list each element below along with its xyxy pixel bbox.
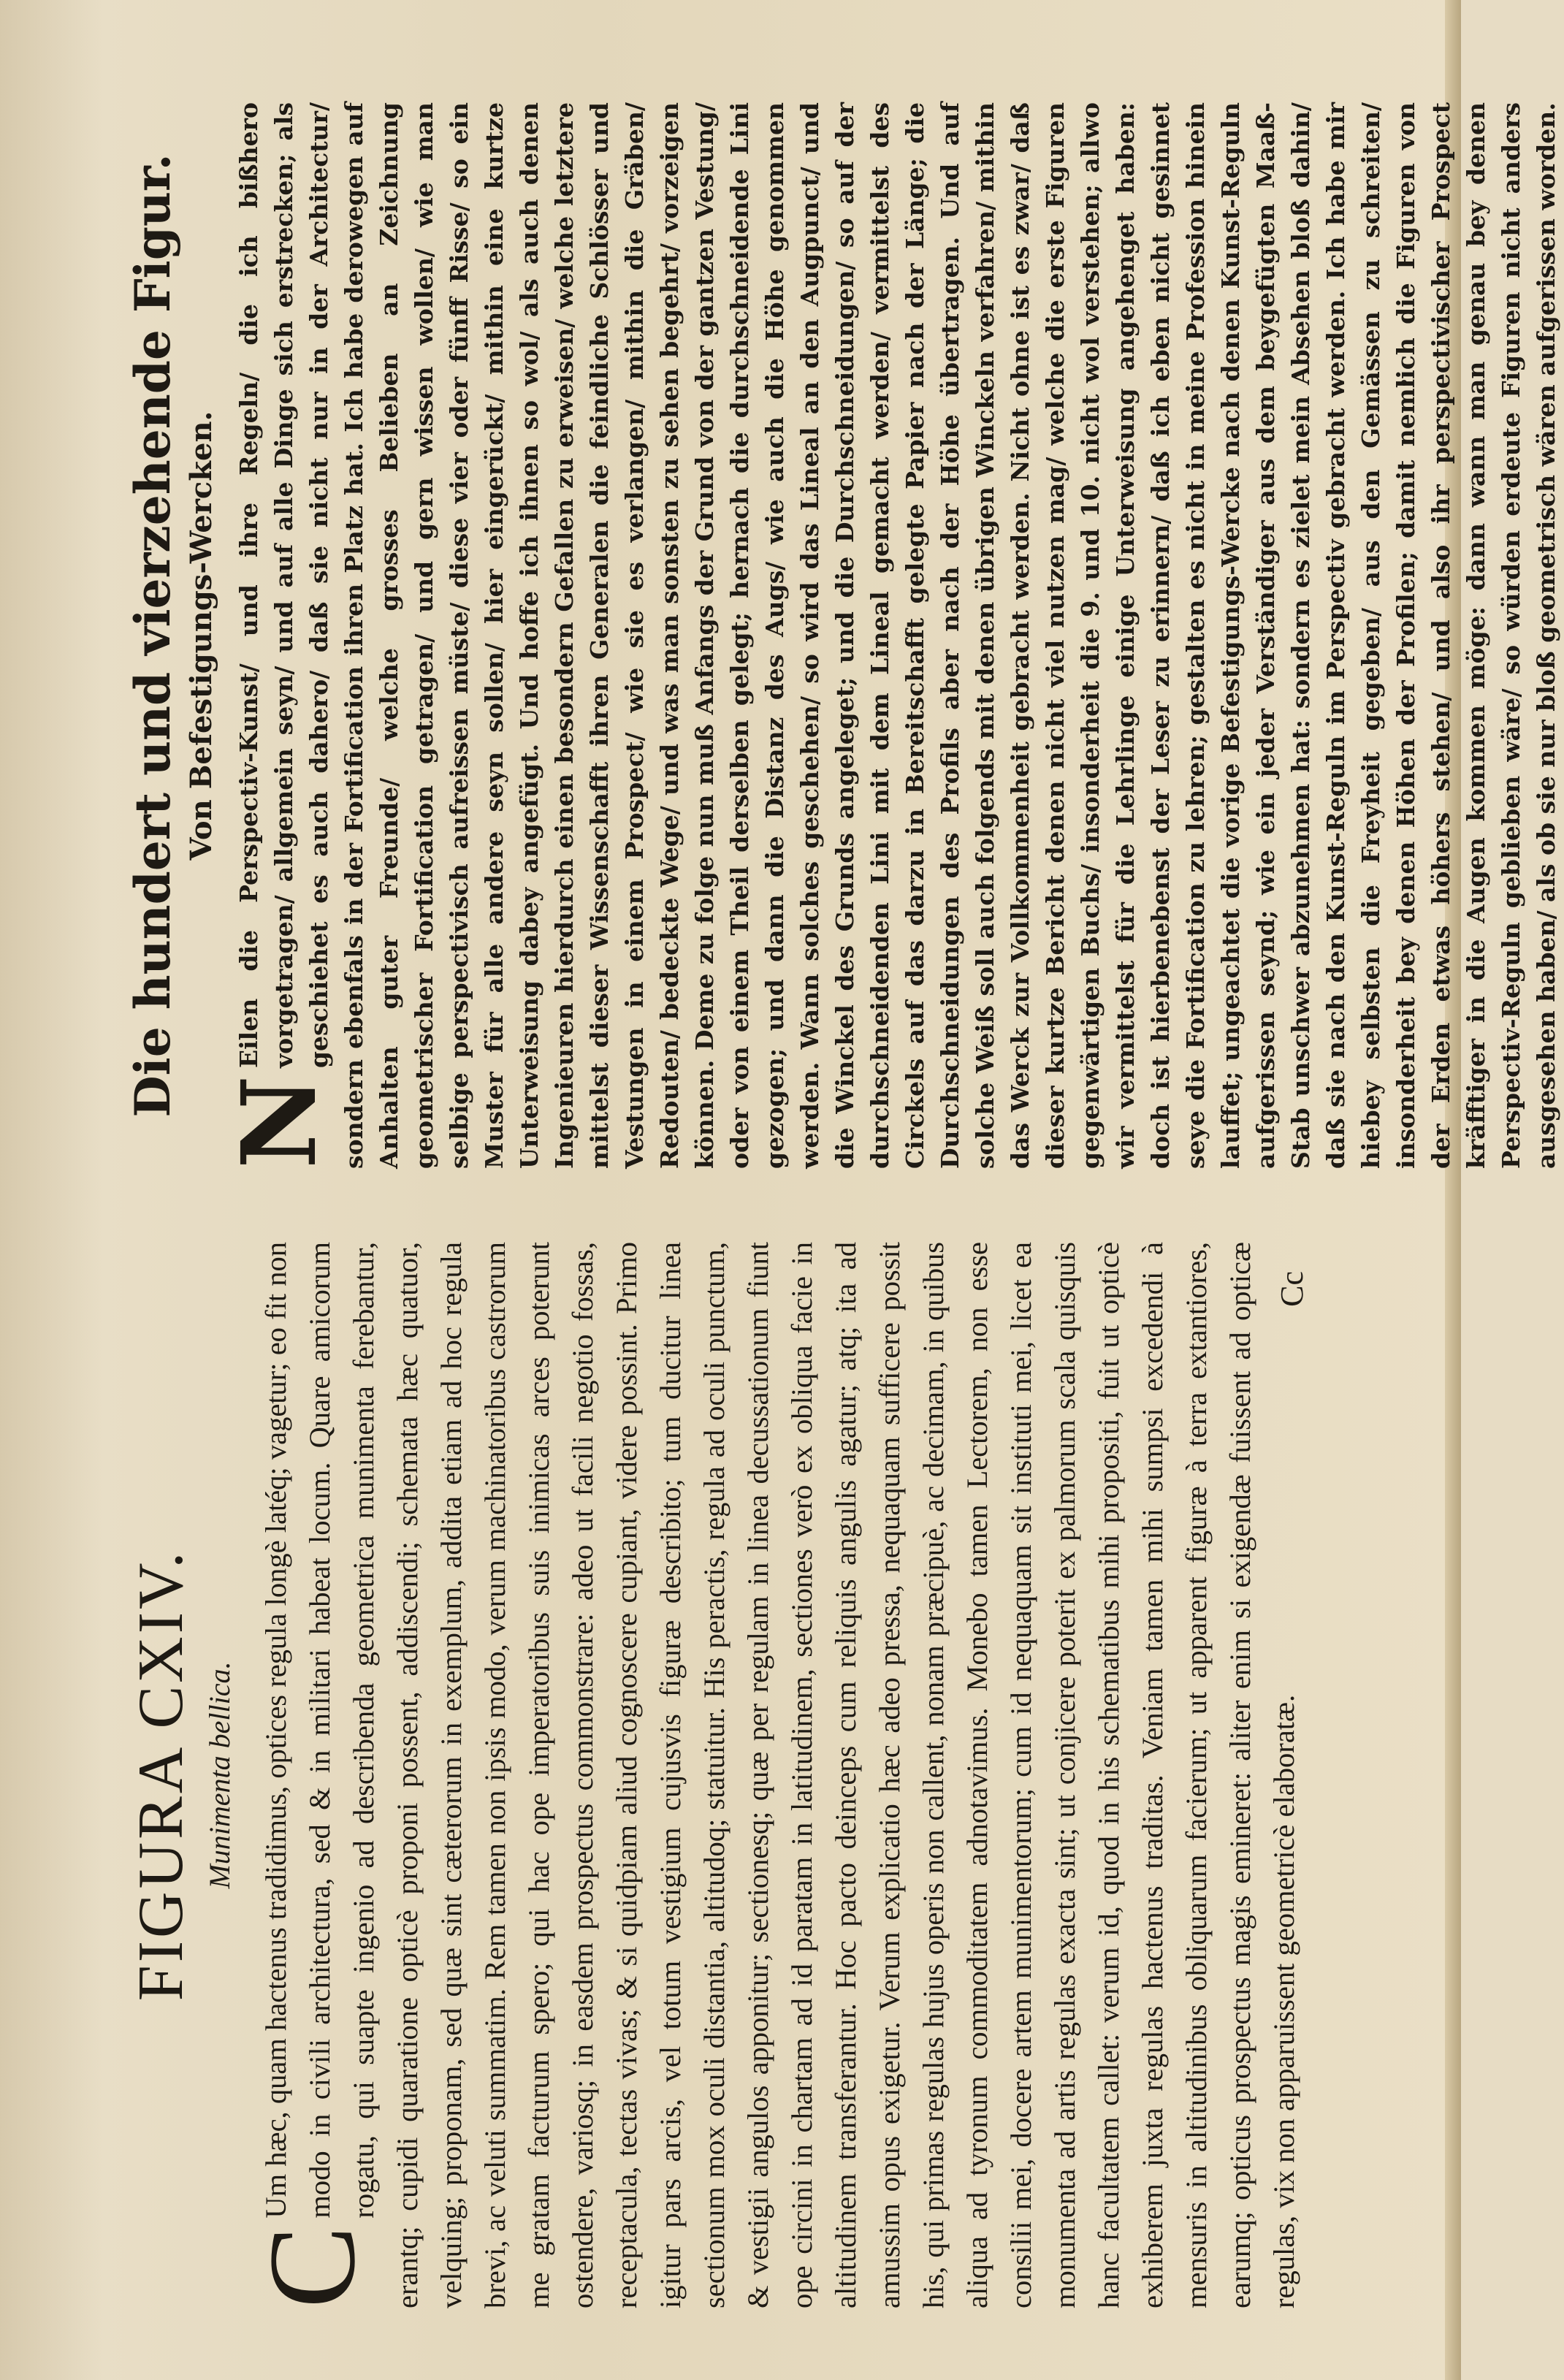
latin-column	[102, 1242, 1315, 2308]
latin-body	[243, 1242, 1306, 2308]
latin-title: FIGURA CXIV.	[126, 1549, 197, 2002]
german-column	[102, 102, 1560, 1169]
latin-body-text: Um hæc, quam hactenus tradidimus, optices regula longè latéq; vagetur; eo fit non modo in civili architectura, sed & in militari habeat locum. Quare amicorum rogatu, qui suapte ingenio ad describenda geometrica munimenta ferebantur, erantq; cupidi quaratione opticè proponi possent, addiscendi; schemata hæc quatuor, velquing; proponam, sed quæ sint cæterorum in exemplum, addita etiam ad hoc regula brevi, ac veluti summatim. Rem tamen non ipsis modo, verum machinatoribus castrorum me gratam facturum spero; qui hac ope imperatoribus suis inimicas arces poterunt ostendere, variosq; in easdem prospectus commonstrare: adeo ut facili negotio fossas, receptacula, tectas vivas; & si quidpiam aliud cognoscere cupiant, videre possint. Primo igitur pars arcis, vel totum vestigium cujusvis figuræ describito; tum ducitur linea sectionum mox oculi distantia, altitudoq; statuitur. His peractis, regula ad oculi punctum, & vestigii angulos apponitur; sectionesq; quæ per regulam in linea decussationum fiunt ope circini in chartam ad id paratam in latitudinem, sectiones verò ex obliqua facie in altitudinem transferantur. Hoc pacto deinceps cum reliquis angulis agatur; atq; ita ad amussim opus exigetur. Verum explicatio hæc adeo pressa, nequaquam sufficere possit his, qui primas regulas hujus operis non callent, nonam præcipuè, ac decimam, in quibus aliqua ad tyronum commoditatem adnotavimus. Monebo tamen Lectorem, non esse consilii mei, docere artem munimentorum; cum id nequaquam sit instituti mei, licet ea monumenta ad artis regulas exacta sint; ut conjicere poterit ex palmorum scala quisquis hanc facultatem callet: verum id, quod in his schematibus mihi propositi, fuit ut opticè exhiberem juxta regulas hactenus traditas. Veniam tamen mihi sumpsi excedendi à mensuris in altitudinibus obliquarum facierum; ut apparent figuræ à terra extantiores, earumq; opticus prospectus magis emineret: aliter enim si exigendæ fuissent ad opticæ regulas, vix non apparuissent geometricè elaboratæ.	[259, 1242, 1300, 2308]
german-title: Die hundert und vierzehende Figur.	[124, 153, 181, 1118]
rotated-text-area	[102, 102, 1560, 2308]
page-gutter-shadow	[0, 0, 102, 2380]
german-subtitle: Von Befestigungs-Wercken.	[184, 411, 218, 861]
catchword: Cc	[1274, 1271, 1310, 1307]
latin-drop-cap: C	[243, 2225, 381, 2308]
latin-subtitle: Munimenta bellica.	[203, 1661, 236, 1889]
german-body-text: Eilen die Perspectiv-Kunst/ und ihre Regeln/ die ich bißhero vorgetragen/ allgemein seyn/ und auf alle Dinge sich erstrecken; als geschiehet es auch dahero/ daß sie nicht nur in der Architectur/ sondern ebenfals in der Fortification ihren Platz hat. Ich habe derowegen auf Anhalten guter Freunde/ welche grosses Belieben an Zeichnung geometrischer Fortification getragen/ und gern wissen wollen/ wie man selbige perspectivisch aufreissen müste/ diese vier oder fünff Risse/ so ein Muster für alle andere seyn sollen/ hier eingerückt/ mithin eine kurtze Unterweisung dabey angefügt. Und hoffe ich ihnen so wol/ als auch denen Ingenieuren hierdurch einen besondern Gefallen zu erweisen/ welche letztere mittelst dieser Wissenschafft ihren Generalen die feindliche Schlösser und Vestungen in einem Prospect/ wie sie es verlangen/ mithin die Gräben/ Redouten/ bedeckte Wege/ und was man sonsten zu sehen begehrt/ vorzeigen können. Deme zu folge nun muß Anfangs der Grund von der gantzen Vestung/ oder von einem Theil derselben gelegt; hernach die durchschneidende Lini gezogen; und dann die Distanz des Augs/ wie auch die Höhe genommen werden. Wann solches geschehen/ so wird das Lineal an den Augpunct/ und die Winckel des Grunds angeleget; und die Durchschneidungen/ so auf der durchschneidenden Lini mit dem Lineal gemacht werden/ vermittelst des Circkels auf das darzu in Bereitschafft gelegte Papier nach der Länge; die Durchschneidungen des Profils aber nach der Höhe übertragen. Und auf solche Weiß soll auch folgends mit denen übrigen Winckeln verfahren/ mithin das Werck zur Vollkommenheit gebracht werden. Nicht ohne ist es zwar/ daß dieser kurtze Bericht denen nicht viel nutzen mag/ welche die erste Figuren gegenwärtigen Buchs/ insonderheit die 9. und 10. nicht wol verstehen; allwo wir vermittelst für die Lehrlinge einige Unterweisung angehenget haben: doch ist hierbenebenst der Leser zu erinnern/ daß ich eben nicht gesinnet seye die Fortification zu lehren; gestalten es nicht in meine Profession hinein lauffet; ungeachtet die vorige Befestigungs-Wercke nach denen Kunst-Reguln aufgerissen seynd; wie ein jeder Verständiger aus dem beygefügten Maaß-Stab unschwer abzunehmen hat: sondern es zielet mein Absehen bloß dahin/ daß sie nach den Kunst-Reguln im Perspectiv gebracht werden. Ich habe mir hiebey selbsten die Freyheit gegeben/ aus den Gemässen zu schreiten/ insonderheit bey denen Höhen der Profilen; damit nemlich die Figuren von der Erden etwas höhers stehen/ und also ihr perspectivischer Prospect kräfftiger in die Augen kommen möge: dann wann man genau bey denen Perspectiv-Reguln geblieben wäre/ so würden erdeute Figuren nicht anders ausgesehen haben/ als ob sie nur bloß geometrisch wären aufgerissen worden.	[234, 102, 1560, 1169]
german-body	[220, 102, 1564, 1169]
german-drop-cap: N	[220, 1075, 340, 1169]
